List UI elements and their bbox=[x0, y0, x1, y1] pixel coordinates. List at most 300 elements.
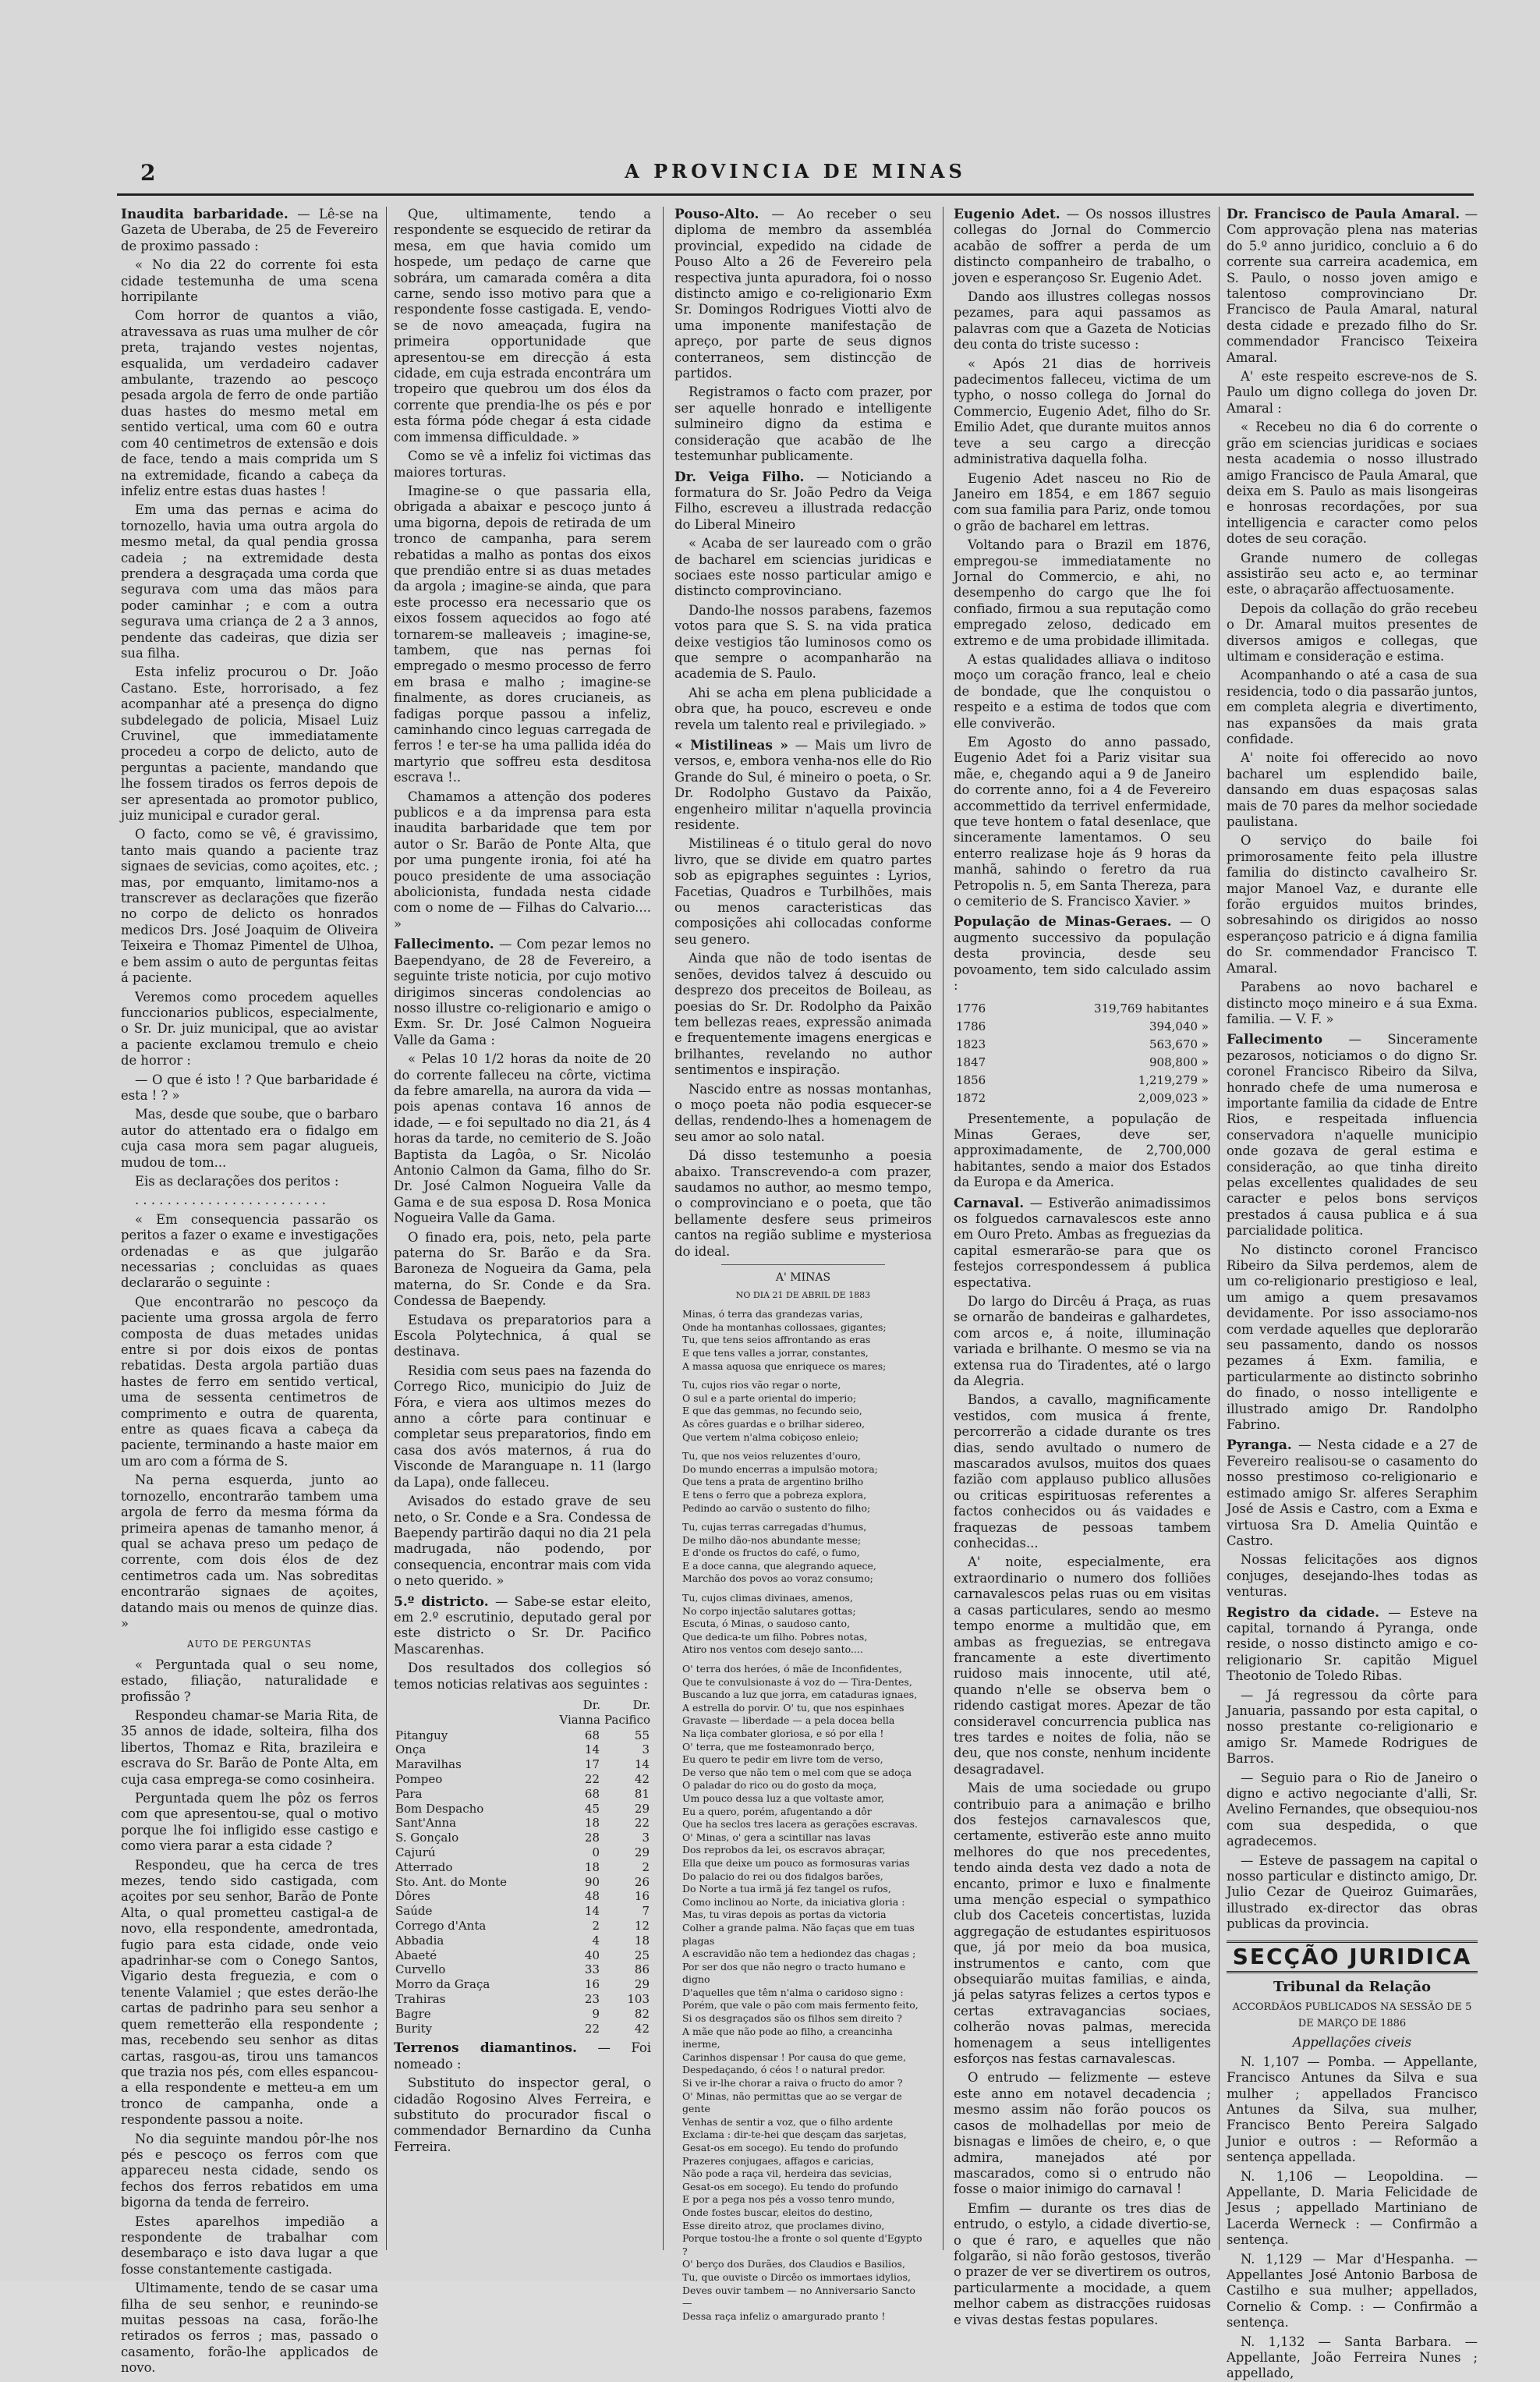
article-paragraph: Residia com seus paes na fazenda do Corrego Rico, municipio do Juiz de Fóra, e viera aos ultimos mezes do anno a côrte para continuar e completar seus preparatorios, findo em casa dos avós maternos, á rua do Visconde de Maranguape n. 11 (largo da Lapa), onde falleceu. bbox=[394, 1363, 651, 1490]
results-place: Burity bbox=[395, 2021, 433, 2036]
population-year: 1786 bbox=[956, 1019, 986, 1033]
poem-line: Por ser dos que não negro o tracto humano e digno bbox=[682, 1960, 906, 1986]
poem bbox=[682, 1271, 924, 2323]
article-paragraph: — O que é isto ! ? Que barbaridade é esta ! ? » bbox=[121, 1072, 378, 1103]
poem-line: Do Norte a tua irmã já fez tangel os rufos, bbox=[682, 1883, 891, 1895]
column-4 bbox=[954, 207, 1211, 2327]
juridica-item: N. 1,132 — Santa Barbara. — Appellante, João Ferreira Nunes ; appellado, bbox=[1227, 2334, 1478, 2381]
article-paragraph: Voltando para o Brazil em 1876, empregou-se immediatamente no Jornal do Commercio, e ahi, no desempenho do cargo que lhe foi confiado, firmou a sua reputação como empregado zeloso, dedicado em extremo e de uma probidade illimitada. bbox=[954, 537, 1211, 648]
article-paragraph: Avisados do estado grave de seu neto, o Sr. Conde e a Sra. Condessa de Baependy partirão daqui no dia 21 pela madrugada, não podendo, por consequencia, encontrar mais com vida o neto querido. » bbox=[394, 1494, 651, 1589]
article-text: — Lê-se na Gazeta de Uberaba, de 25 de Fevereiro de proximo passado : bbox=[121, 207, 379, 253]
article-paragraph: Nossas felicitações aos dignos conjuges, desejando-lhes todas as venturas. bbox=[1227, 1552, 1478, 1600]
article-headline: Fallecimento. bbox=[394, 937, 494, 953]
article-lead bbox=[1227, 1032, 1478, 1239]
article-paragraph: « Após 21 dias de horriveis padecimentos falleceu, victima de um typho, o nosso collega do Jornal do Commercio, Eugenio Adet, filho do Sr. Emilio Adet, que durante muitos annos teve a seu cargo a direcção administrativa daquella folha. bbox=[954, 356, 1211, 467]
article-paragraph: Estes aparelhos impedião a respondente de trabalhar com desembaraço e isto dava lugar a que fosse constantemente castigada. bbox=[121, 2214, 378, 2277]
article-paragraph: Na perna esquerda, junto ao tornozello, encontrarão tambem uma argola de ferro da mesma fórma da primeira apenas de tamanho menor, á qual se achava preso um pedaço de corrente, com dois élos de dez centimetros cada um. Nas sobreditas encontrarão signaes de açoites, datando mais ou menos de quinze dias. » bbox=[121, 1473, 378, 1631]
results-votes-vianna: 17 bbox=[584, 1757, 600, 1772]
article-paragraph: Eugenio Adet nasceu no Rio de Janeiro em 1854, e em 1867 seguio com sua familia para Pariz, onde tomou o grão de bacharel em lettras. bbox=[954, 470, 1211, 533]
article-paragraph: Que encontrarão no pescoço da paciente uma grossa argola de ferro composta de duas metades unidas entre si por dois eixos de pontas rebatidas. Desta argola partião duas hastes de ferro em sentido vertical, uma de sessenta centimetros de comprimento e outra de quarenta, entre as quaes ficava a cabeça da paciente, terminando a haste maior em um aro com a fórma de S. bbox=[121, 1294, 378, 1469]
article-headline: Fallecimento bbox=[1227, 1032, 1323, 1048]
tribunal-heading: Tribunal da Relação bbox=[1273, 1979, 1431, 1996]
results-votes-vianna: 90 bbox=[584, 1874, 600, 1889]
poem-line: A estrella do porvir. O' tu, que nos espinhaes bbox=[682, 1701, 905, 1714]
results-place: Saúde bbox=[395, 1904, 433, 1919]
results-place: Morro da Graça bbox=[395, 1977, 490, 1992]
article-paragraph: Bandos, a cavallo, magnificamente vestidos, com musica á frente, percorrerão a cidade durante os tres dias, sendo avultado o numero de mascarados avulsos, muitos dos quaes fazião com applauso publico allusões ou criticas espirituosas referentes a factos conhecidos ou ás vaidades e fraquezas de pessoas tambem conhecidas... bbox=[954, 1392, 1211, 1551]
column-1 bbox=[121, 207, 379, 2376]
article-paragraph: Dando-lhe nossos parabens, fazemos votos para que S. S. na vida pratica deixe vestigios tão luminosos como os que sempre o acompanharão na academia de S. Paulo. bbox=[674, 602, 932, 682]
results-place: Abbadia bbox=[395, 1933, 444, 1948]
population-count: 394,040 » bbox=[1149, 1019, 1209, 1033]
poem-line: Que vertem n'alma cobiçoso enleio; bbox=[682, 1430, 859, 1443]
article-paragraph: Estudava os preparatorios para a Escola Polytechnica, á qual se destinava. bbox=[394, 1312, 651, 1359]
article bbox=[954, 207, 1211, 909]
results-votes-vianna: 68 bbox=[584, 1786, 600, 1801]
results-place: Abaeté bbox=[395, 1948, 437, 1962]
article bbox=[674, 470, 932, 734]
results-votes-pacifico: 29 bbox=[634, 1801, 650, 1816]
article-paragraph: Acompanhando o até a casa de sua residencia, todo o dia passarão juntos, em completa alegria e divertimento, nas expansões da mais grata confidade. bbox=[1227, 668, 1478, 746]
article-lead bbox=[1227, 1437, 1478, 1549]
article-headline: Eugenio Adet. bbox=[954, 207, 1060, 222]
article-paragraph: O serviço do baile foi primorosamente feito pela illustre familia do distincto cavalheiro Sr. major Manoel Vaz, e durante elle forão erguidos muitos brindes, sobresahindo os dirigidos ao nosso esperançoso patricio e á digna familia do Sr. commendador Francisco T. Amaral. bbox=[1227, 833, 1478, 976]
results-votes-vianna: 22 bbox=[584, 2021, 600, 2036]
results-votes-pacifico: 7 bbox=[642, 1904, 650, 1919]
poem-line: Exclama : dir-te-hei que desçam das sarjetas, bbox=[682, 2129, 907, 2141]
article-lead bbox=[394, 2040, 651, 2072]
masthead-title: A PROVINCIA DE MINAS bbox=[625, 160, 966, 183]
article-paragraph: Dos resultados dos collegios só temos noticias relativas aos seguintes : bbox=[394, 1661, 651, 1692]
article-paragraph: Perguntada quem lhe pôz os ferros com que apresentou-se, qual o motivo porque lhe foi infligido esse castigo e como viera parar a esta cidade ? bbox=[121, 1791, 378, 1854]
article-headline: Dr. Veiga Filho. bbox=[674, 469, 805, 485]
article-paragraph: Depois da collação do grão recebeu o Dr. Amaral muitos presentes de diversos amigos e collegas, que ultimam e consideração e estima. bbox=[1227, 601, 1478, 664]
article-lead bbox=[674, 738, 932, 833]
column-3-articles bbox=[674, 207, 932, 1260]
results-votes-pacifico: 55 bbox=[634, 1728, 650, 1742]
poem-line: Gravaste — liberdade — a pela docea bella bbox=[682, 1714, 895, 1727]
section-juridica-title: SECÇÃO JURIDICA bbox=[1227, 1941, 1478, 1973]
article-lead bbox=[1227, 1605, 1478, 1685]
column-2-articles-b bbox=[394, 2040, 651, 2155]
poem-line: As côres guardas e o brilhar sidereo, bbox=[682, 1417, 866, 1430]
poem-line: Tu, que ouviste o Dircêo os immortaes idylios, bbox=[682, 2270, 911, 2283]
poem-line: Tu, cujas terras carregadas d'humus, bbox=[682, 1521, 867, 1533]
results-votes-pacifico: 29 bbox=[634, 1977, 650, 1992]
article-lead bbox=[1227, 207, 1478, 366]
results-votes-pacifico: 3 bbox=[642, 1742, 650, 1757]
article-paragraph: Mas, desde que soube, que o barbaro autor do attentado era o fidalgo em cuja casa mora sem pagar alugueis, mudou de tom... bbox=[121, 1107, 378, 1170]
article-paragraph: « Acaba de ser laureado com o grão de bacharel em sciencias juridicas e sociaes este nosso particular amigo e distincto comprovinciano. bbox=[674, 536, 932, 599]
article-paragraph: O entrudo — felizmente — esteve este anno em notavel decadencia ; mesmo assim não forão poucos os casos de molhadellas por meio de bisnagas e limões de cheiro, e, o que admira, manejados até por mascarados, como si o entrudo não fosse o maior inimigo do carnaval ! bbox=[954, 2070, 1211, 2197]
results-votes-pacifico: 42 bbox=[634, 1771, 650, 1786]
results-votes-pacifico: 14 bbox=[634, 1757, 650, 1772]
poem-stanza bbox=[682, 1592, 924, 1657]
results-place: Trahiras bbox=[395, 1991, 446, 2006]
results-row bbox=[394, 2022, 651, 2036]
poem-line: O' Minas, não permittas que ao se vergar de gente bbox=[682, 2090, 902, 2115]
poem-line: Que te convulsionaste á voz do — Tira-Dentes, bbox=[682, 1675, 912, 1688]
article-paragraph: « Pelas 10 1/2 horas da noite de 20 do corrente falleceu na côrte, victima da febre amarella, na aurora da vida — pois apenas contava 16 annos de idade, — e foi sepultado no dia 21, ás 4 horas da tarde, no cemiterio de S. João Baptista da Lagôa, o Sr. Nicoláo Antonio Calmon da Gama, filho do Sr. Dr. José Calmon Nogueira Valle da Gama e de sua esposa D. Rosa Monica Nogueira Valle da Gama. bbox=[394, 1051, 651, 1226]
poem-title: A' MINAS bbox=[775, 1271, 831, 1284]
results-row bbox=[394, 1875, 651, 1890]
results-votes-pacifico: 3 bbox=[642, 1831, 650, 1845]
article-text: — Esteve na capital, tornando á Pyranga, onde reside, o nosso distincto amigo e co-religionario Sr. capitão Miguel Theotonio de Toledo Ribas. bbox=[1227, 1604, 1478, 1684]
article-paragraph: Mais de uma sociedade ou grupo contribuio para a animação e brilho dos festejos carnavalescos que, certamente, estiverão este anno muito melhores do que nos precedentes, tendo ainda desta vez dado a nota de encanto, primor e luxo e finalmente uma menção especial o sympathico club dos Caceteis concertistas, luzida aggregação de estudantes espirituosos que, já por meio da boa musica, instrumentos e canto, com que obsequiarão muitas familias, e ainda, já pelas satyras felizes a certos typos e certas extravagancias sociaes, colherão novas palmas, merecida homenagem a seus intelligentes esforços nas festas carnavalescas. bbox=[954, 1781, 1211, 2067]
article-text: — Os nossos illustres collegas do Jornal do Commercio acabão de soffrer a perda de um distincto companheiro de trabalho, o joven e esperançoso Sr. Eugenio Adet. bbox=[954, 207, 1211, 285]
article-headline: « Mistilineas » bbox=[674, 738, 788, 753]
article-paragraph: No dia seguinte mandou pôr-lhe nos pés e pescoço os ferros com que appareceu nesta cidade, sendo os fechos dos ferros rebatidos em uma bigorna da tenda de ferreiro. bbox=[121, 2131, 378, 2210]
results-place: Maravilhas bbox=[395, 1757, 462, 1772]
article-lead bbox=[954, 1196, 1211, 1291]
poem-line: O' berço dos Durães, dos Claudios e Basilios, bbox=[682, 2258, 905, 2270]
article-paragraph: Veremos como procedem aquelles funccionarios publicos, especialmente, o Sr. Dr. juiz municipal, que ao avistar a paciente exclamou tremulo e cheio de horror : bbox=[121, 989, 378, 1069]
results-row bbox=[394, 1728, 651, 1743]
results-votes-pacifico: 103 bbox=[627, 1991, 650, 2006]
poem-line: O paladar do rico ou do gosto da moça, bbox=[682, 1779, 877, 1792]
results-votes-vianna: 2 bbox=[592, 1918, 600, 1933]
article-text: — Foi nomeado : bbox=[394, 2040, 651, 2072]
results-place: Atterrado bbox=[395, 1859, 453, 1874]
article-paragraph: Ahi se acha em plena publicidade a obra que, ha pouco, escreveu e onde revela um talento real e privilegiado. » bbox=[674, 685, 932, 732]
results-row bbox=[394, 1919, 651, 1934]
results-row bbox=[394, 1831, 651, 1845]
poem-line: Prazeres conjugaes, affagos e caricias, bbox=[682, 2154, 874, 2167]
population-count: 1,219,279 » bbox=[1138, 1072, 1209, 1087]
results-head-pacifico: Dr. Pacifico bbox=[604, 1697, 650, 1727]
results-votes-pacifico: 82 bbox=[634, 2006, 650, 2021]
poem-line: Atiro nos ventos com desejo santo.... bbox=[682, 1643, 863, 1656]
column-divider bbox=[663, 207, 664, 2250]
poem-line: E d'onde os fructos do café, o fumo, bbox=[682, 1547, 860, 1559]
article-paragraph: — Esteve de passagem na capital o nosso particular e distincto amigo, Dr. Julio Cezar de Queiroz Guimarães, illustrado ex-director das obras publicas da provincia. bbox=[1227, 1852, 1478, 1932]
article-headline: População de Minas-Geraes. bbox=[954, 914, 1172, 930]
population-count: 563,670 » bbox=[1149, 1037, 1209, 1051]
article-paragraph: No distincto coronel Francisco Ribeiro da Silva perdemos, alem de um co-religionario prestigioso e leal, um amigo a quem presavamos devidamente. Por isso associamo-nos com verdade aquelles que deplorarão seu passamento, dando os nossos pezames á Exm. familia, e particularmente ao distincto sobrinho do finado, o nosso intelligente e illustrado amigo Dr. Randolpho Fabrino. bbox=[1227, 1242, 1478, 1433]
article-paragraph: Substituto do inspector geral, o cidadão Rogosino Alves Ferreira, e substituto do procurador fiscal o commendador Bernardino da Cunha Ferreira. bbox=[394, 2075, 651, 2154]
article-paragraph: — Seguio para o Rio de Janeiro o digno e activo negociante d'alli, Sr. Avelino Fernandes, que obsequiou-nos com sua despedida, o que agradecemos. bbox=[1227, 1770, 1478, 1849]
article-paragraph: — Já regressou da côrte para Januaria, passando por esta capital, o nosso prestante co-religionario e amigo Sr. Mamede Rodrigues de Barros. bbox=[1227, 1687, 1478, 1767]
appellacoes-heading: Appellações civeis bbox=[1292, 2035, 1412, 2051]
column-4-articles bbox=[954, 207, 1211, 994]
article-paragraph: Ainda que não de todo isentas de senões, devidos talvez á descuido ou desprezo dos preceitos de Boileau, as poesias do Sr. Dr. Rodolpho da Paixão tem bellezas reaes, expressão animada e frequentemente imagens energicas e brilhantes, revelando no author sentimentos e inspiração. bbox=[674, 951, 932, 1078]
results-votes-vianna: 9 bbox=[592, 2006, 600, 2021]
header-rule bbox=[117, 193, 1474, 196]
poem-line: Deves ouvir tambem — no Anniversario Sancto — bbox=[682, 2284, 915, 2309]
article bbox=[1227, 207, 1478, 1027]
results-place: Pitanguy bbox=[395, 1728, 448, 1742]
poem-stanza bbox=[682, 1663, 924, 2323]
poem-line: E que tens valles a jorrar, constantes, bbox=[682, 1346, 869, 1359]
poem-line: Tu, que tens seios affrontando as eras bbox=[682, 1334, 871, 1346]
article-paragraph: A estas qualidades alliava o inditoso moço um coração franco, leal e cheio de bondade, que lhe conquistou o respeito e a estima de todos que com elle conviverão. bbox=[954, 651, 1211, 731]
poem-line: Que ha seclos tres lacera as gerações escravas. bbox=[682, 1818, 919, 1831]
article-headline: Terrenos diamantinos. bbox=[394, 2040, 577, 2057]
results-row bbox=[394, 1904, 651, 1919]
poem-line: Como inclinou ao Norte, da iniciativa gloria : bbox=[682, 1895, 905, 1908]
poem-line: Si os desgraçados são os filhos sem direito ? bbox=[682, 2012, 902, 2025]
poem-stanza bbox=[682, 1308, 924, 1373]
article-paragraph: Mistilineas é o titulo geral do novo livro, que se divide em quatro partes sob as epigraphes seguintes : Lyrios, Facetias, Quadros e Turbilhões, mais ou menos caracteristicas das composições ahi collocadas conforme seu genero. bbox=[674, 836, 932, 947]
results-row bbox=[394, 1889, 651, 1904]
article-lead bbox=[394, 1594, 651, 1658]
article-text: — Sabe-se estar eleito, em 2.º escrutinio, deputado geral por este districto o Sr. Dr. Pacifico Mascarenhas. bbox=[394, 1593, 651, 1657]
poem-line: A massa aquosa que enriquece os mares; bbox=[682, 1359, 887, 1372]
article-text: — Noticiando a formatura do Sr. João Pedro da Veiga Filho, escreveu a illustrada redacção do Liberal Mineiro bbox=[674, 469, 932, 532]
article-paragraph: Do largo do Dircêu á Praça, as ruas se ornarão de bandeiras e galhardetes, com arcos e, á noite, illuminação variada e brilhante. O mesmo se via na extensa rua do Tiradentes, até o largo da Alegria. bbox=[954, 1293, 1211, 1388]
results-place: S. Gonçalo bbox=[395, 1831, 459, 1845]
results-votes-vianna: 4 bbox=[592, 1933, 600, 1948]
article-lead bbox=[674, 470, 932, 533]
poem-line: O' Minas, o' gera a scintillar nas lavas bbox=[682, 1831, 871, 1843]
article-paragraph: Parabens ao novo bacharel e distincto moço mineiro e á sua Exma. familia. — V. F. » bbox=[1227, 980, 1478, 1026]
article-paragraph: Ultimamente, tendo de se casar uma filha de seu senhor, e reunindo-se muitas pessoas na casa, forão-lhe retirados os ferros ; mas, passado o casamento, forão-lhe applicados de novo. bbox=[121, 2281, 378, 2376]
poem-line: Esse direito atroz, que proclames divino, bbox=[682, 2219, 885, 2231]
article-text: — Com approvação plena nas materias do 5.º anno juridico, concluio a 6 do corrente sua carreira academica, em S. Paulo, o nosso joven amigo e talentoso comprovinciano Dr. Francisco de Paula Amaral, natural desta cidade e prezado filho do Sr. commendador Francisco Teixeira Amaral. bbox=[1227, 207, 1478, 365]
article-paragraph: Presentemente, a população de Minas Geraes, deve ser, approximadamente, de 2,700,000 habitantes, sendo a maior dos Estados da Europa e da America. bbox=[954, 1111, 1211, 1190]
results-votes-pacifico: 2 bbox=[642, 1859, 650, 1874]
poem-line: De verso que não tem o mel com que se adoça bbox=[682, 1766, 912, 1778]
poem-line: Tu, cujos climas divinaes, amenos, bbox=[682, 1592, 853, 1604]
article-paragraph: A' este respeito escreve-nos de S. Paulo um digno collega do joven Dr. Amaral : bbox=[1227, 369, 1478, 416]
column-1-articles bbox=[121, 207, 378, 2377]
poem-line: Pedindo ao carvão o sustento do filho; bbox=[682, 1501, 871, 1514]
population-row bbox=[955, 1072, 1209, 1089]
poem-line: Carinhos dispensar ! Por causa do que geme, bbox=[682, 2051, 906, 2063]
article-headline: 5.º districto. bbox=[394, 1593, 489, 1610]
results-place: Bagre bbox=[395, 2006, 431, 2021]
poem-line: Na liça combater gloriosa, e só por ella ! bbox=[682, 1728, 884, 1739]
poem-line: No corpo injectão salutares gottas; bbox=[682, 1604, 856, 1617]
article-lead bbox=[954, 207, 1211, 286]
results-votes-pacifico: 81 bbox=[634, 1786, 650, 1801]
results-row bbox=[394, 1787, 651, 1802]
article-paragraph: Em Agosto do anno passado, Eugenio Adet foi a Pariz visitar sua mãe, e, chegando aqui a 9 de Janeiro do corrente anno, foi a 4 de Fevereiro accommettido da terrivel enfermidade, que teve hontem o fatal desenlace, que sinceramente lamentamos. O seu enterro realizase hoje ás 9 horas da manhã, sahindo o feretro da rua Petropolis n. 5, em Santa Thereza, para o cemiterio de S. Francisco Xavier. » bbox=[954, 735, 1211, 909]
article-text: — O augmento successivo da população desta provincia, desde seu povoamento, tem sido calculado assim : bbox=[954, 914, 1211, 994]
results-row bbox=[394, 1845, 651, 1860]
poem-line: E a doce canna, que alegrando aquece, bbox=[682, 1559, 876, 1572]
results-place: Sant'Anna bbox=[395, 1816, 457, 1831]
results-votes-vianna: 18 bbox=[584, 1859, 600, 1874]
results-row bbox=[394, 1962, 651, 1977]
poem-line: Do mundo encerras a impulsão motora; bbox=[682, 1462, 878, 1475]
poem-line: Si ve ir-lhe chorar a raiva o fructo do amor ? bbox=[682, 2077, 903, 2090]
juridica-item: N. 1,106 — Leopoldina. — Appellante, D. Maria Felicidade de Jesus ; appellado Martiniano de Lacerda Werneck : — Confirmão a sentença. bbox=[1227, 2168, 1478, 2248]
poem-line: Um pouco dessa luz a que voltaste amor, bbox=[682, 1792, 884, 1804]
results-votes-pacifico: 26 bbox=[634, 1874, 650, 1889]
poem-line: Que tens a prata de argentino brilho bbox=[682, 1476, 864, 1488]
article bbox=[1227, 1032, 1478, 1433]
results-place: Pompeo bbox=[395, 1771, 443, 1786]
results-row bbox=[394, 1934, 651, 1948]
article-paragraph: Nascido entre as nossas montanhas, o moço poeta não podia esquecer-se dellas, rendendo-lhes a homenagem de seu amor ao solo natal. bbox=[674, 1081, 932, 1144]
poem-line: Porém, que vale o pão com mais fermento feito, bbox=[682, 1999, 919, 2012]
juridica-items bbox=[1227, 2054, 1478, 2382]
article bbox=[1227, 1437, 1478, 1600]
population-year: 1847 bbox=[956, 1055, 986, 1069]
article-headline: Pyranga. bbox=[1227, 1437, 1292, 1454]
poem-line: Onde fostes buscar, eleitos do destino, bbox=[682, 2206, 873, 2218]
results-votes-pacifico: 29 bbox=[634, 1845, 650, 1859]
results-votes-pacifico: 25 bbox=[634, 1948, 650, 1962]
article bbox=[121, 207, 378, 1632]
population-row bbox=[955, 1090, 1209, 1107]
article-headline: Carnaval. bbox=[954, 1195, 1025, 1211]
article-paragraph: A' noite, especialmente, era extraordinario o numero dos folliões carnavalescos pelas ruas ou em visitas a casas particulares, sendo ao mesmo tempo enorme a multidão que, em ambas as freguezias, se entregava francamente a este divertimento ruidoso mais innocente, util até, quando n'elle se observa bem o ridendo castigat mores. Apezar de tão consideravel concurrencia publica nas tres tardes e noites de folia, não se deu, que nos conste, nenhum incidente desagradavel. bbox=[954, 1554, 1211, 1777]
article-paragraph: Registramos o facto com prazer, por ser aquelle honrado e intelligente sulmineiro digno da estima e consideração que acabão de lhe testemunhar publicamente. bbox=[674, 385, 932, 464]
results-votes-vianna: 68 bbox=[584, 1728, 600, 1742]
article-paragraph: Respondeu, que ha cerca de tres mezes, tendo sido castigada, com açoites por seu senhor, Barão de Ponte Alta, o qual prometteu castigal-a de novo, ella respondente, amedrontada, fugio para esta cidade, onde veio apadrinhar-se com o Conego Santos, Vigario desta freguezia, e com o tenente Valamiel ; que estes derão-lhe cartas de padrinho para seu senhor a quem remetterão ella respondente ; mas, recebendo seu senhor as ditas cartas, rasgou-as, tirou uns tamancos que trazia nos pés, com elles espancou-a ella respondente e metteu-a em um tronco de campanha, onde a respondente passou a noite. bbox=[121, 1857, 378, 2128]
results-head-vianna: Dr. Vianna bbox=[559, 1697, 600, 1727]
poem-line: Escuta, ó Minas, o saudoso canto, bbox=[682, 1618, 851, 1630]
poem-line: Tu, que nos veios reluzentes d'ouro, bbox=[682, 1450, 861, 1462]
results-votes-vianna: 48 bbox=[584, 1889, 600, 1904]
results-place: Onça bbox=[395, 1742, 427, 1757]
poem-stanza bbox=[682, 1450, 924, 1515]
article-lead bbox=[954, 914, 1211, 994]
population-row bbox=[955, 1037, 1209, 1053]
poem-line: E por a pega nos pés a vosso tenro mundo, bbox=[682, 2193, 895, 2206]
population-row bbox=[955, 1001, 1209, 1017]
population-year: 1776 bbox=[956, 1001, 986, 1016]
results-row bbox=[394, 1816, 651, 1831]
page-number: 2 bbox=[140, 160, 156, 186]
poem-line: De milho dão-nos abundante messe; bbox=[682, 1533, 862, 1546]
poem-line: Onde ha montanhas collossaes, gigantes; bbox=[682, 1320, 887, 1333]
results-votes-pacifico: 42 bbox=[634, 2021, 650, 2036]
article-paragraph: Emfim — durante os tres dias de entrudo, o estylo, a cidade divertio-se, o que é raro, e aquelles que não folgarão, si não forão gestosos, tiverão o prazer de ver se divertirem os outros, particularmente a mocidade, a quem melhor cabem as distracções ruidosas e vivas destas festas populares. bbox=[954, 2200, 1211, 2327]
population-row bbox=[955, 1055, 1209, 1071]
column-3 bbox=[674, 207, 933, 2322]
poem-line: O' terra dos heróes, ó mãe de Inconfidentes, bbox=[682, 1663, 902, 1675]
population-count: 908,800 » bbox=[1149, 1055, 1209, 1069]
population-year: 1823 bbox=[956, 1037, 986, 1051]
columns bbox=[121, 207, 1478, 2381]
column-4-articles-b bbox=[954, 1111, 1211, 2328]
article bbox=[394, 1594, 651, 1693]
article-paragraph: Chamamos a attenção dos poderes publicos e a da imprensa para esta inaudita barbaridade que tem por autor o Sr. Barão de Ponte Alta, que por uma pungente ironia, foi até ha pouco presidente de uma associação abolicionista, fundada nesta cidade com o nome de — Filhas do Calvario.... » bbox=[394, 789, 651, 931]
column-divider bbox=[1219, 207, 1220, 2250]
results-votes-pacifico: 16 bbox=[634, 1889, 650, 1904]
poem-line: Colher a grande palma. Não faças que em tuas plagas bbox=[682, 1921, 915, 1947]
results-place: Cajurú bbox=[395, 1845, 436, 1859]
poem-line: Minas, ó terra das grandezas varias, bbox=[682, 1308, 863, 1320]
results-place: Curvello bbox=[395, 1962, 446, 1977]
column-5-articles bbox=[1227, 207, 1478, 1933]
results-place: Bom Despacho bbox=[395, 1801, 484, 1816]
results-row bbox=[394, 2007, 651, 2022]
results-votes-vianna: 14 bbox=[584, 1742, 600, 1757]
separator bbox=[721, 1264, 885, 1265]
results-row bbox=[394, 1757, 651, 1772]
population-year: 1856 bbox=[956, 1072, 986, 1087]
poem-line: Porque tostou-lhe a fronte o sol quente d'Egypto ? bbox=[682, 2232, 922, 2257]
results-row bbox=[394, 1977, 651, 1992]
results-votes-vianna: 0 bbox=[592, 1845, 600, 1859]
results-row bbox=[394, 1742, 651, 1757]
poem-line: Dos reprobos da lei, os escravos abraçar, bbox=[682, 1844, 886, 1856]
results-row bbox=[394, 1948, 651, 1963]
column-2-articles bbox=[394, 207, 651, 1693]
results-votes-pacifico: 22 bbox=[634, 1816, 650, 1831]
poem-line: Eu quero te pedir em livre tom de verso, bbox=[682, 1753, 883, 1766]
article-text: — Nesta cidade e a 27 de Fevereiro realisou-se o casamento do nosso prestimoso co-religionario e estimado amigo Sr. alferes Seraphim José de Assis e Castro, com a Exma e virtuosa Sra D. Amelia Quintão e Castro. bbox=[1227, 1437, 1478, 1548]
results-votes-vianna: 18 bbox=[584, 1816, 600, 1831]
results-votes-vianna: 33 bbox=[584, 1962, 600, 1977]
population-count: 319,769 habitantes bbox=[1093, 1001, 1209, 1016]
article bbox=[394, 937, 651, 1589]
article-paragraph: « Recebeu no dia 6 do corrente o grão em sciencias juridicas e sociaes nesta academia o nosso illustrado amigo Francisco de Paula Amaral, que deixa em S. Paulo as mais lisongeiras e honrosas recordações, por sua intelligencia e caracter como pelos dotes de seu coração. bbox=[1227, 420, 1478, 547]
article-paragraph: Grande numero de collegas assistirão seu acto e, ao terminar este, o abraçarão affectuosamente. bbox=[1227, 550, 1478, 597]
results-votes-vianna: 40 bbox=[584, 1948, 600, 1962]
article-headline: Dr. Francisco de Paula Amaral. bbox=[1227, 207, 1460, 222]
election-results-table bbox=[394, 1697, 651, 2036]
column-divider bbox=[386, 207, 387, 2250]
article-paragraph: Dá disso testemunho a poesia abaixo. Transcrevendo-a com prazer, saudamos no author, ao mesmo tempo, o comprovinciano e o poeta, que tão bellamente desfere seus primeiros cantos na região sublime e mysteriosa do ideal. bbox=[674, 1148, 932, 1259]
article-paragraph: Em uma das pernas e acima do tornozello, havia uma outra argola do mesmo metal, da qual pendia grossa cadeia ; na extremidade desta prendera a desgraçada uma corda que segurava com uma das mãos para poder caminhar ; e com a outra segurava uma criança de 2 a 3 annos, pendente das cadeiras, que dizia ser sua filha. bbox=[121, 502, 378, 661]
poem-stanza bbox=[682, 1379, 924, 1444]
article-headline: Pouso-Alto. bbox=[674, 207, 759, 222]
article-paragraph: Dando aos illustres collegas nossos pezames, para aqui passamos as palavras com que a Gazeta de Noticias deu conta do triste sucesso : bbox=[954, 289, 1211, 353]
article-paragraph: . . . . . . . . . . . . . . . . . . . . . . . . bbox=[135, 1193, 326, 1208]
poem-line: A escravidão não tem a hediondez das chagas ; bbox=[682, 1948, 916, 1960]
poem-line: Tu, cujos rios vão regar o norte, bbox=[682, 1379, 841, 1391]
poem-line: A mãe que não pode ao filho, a creancinha inerme, bbox=[682, 2025, 893, 2051]
article-paragraph: Eis as declarações dos peritos : bbox=[135, 1173, 339, 1189]
poem-line: E tens o ferro que a pobreza explora, bbox=[682, 1488, 867, 1501]
article bbox=[954, 1196, 1211, 2328]
article-paragraph: « Em consequencia passarão os peritos a fazer o exame e investigações ordenadas e as que julgarão necessarias ; concluidas as quaes declararão o seguinte : bbox=[121, 1211, 378, 1291]
article-paragraph: Com horror de quantos a vião, atravessava as ruas uma mulher de côr preta, trajando vestes nojentas, esqualida, um verdadeiro cadaver ambulante, trazendo ao pescoço pesada argola de ferro de onde partião duas hastes do mesmo metal em sentido vertical, uma com 60 e outra com 40 centimetros de extensão e dois de face, tendo a mais comprida um S na extremidade, ficando a cabeça da infeliz entre estas duas hastes ! bbox=[121, 308, 378, 498]
subsection-heading: AUTO DE PERGUNTAS bbox=[187, 1639, 312, 1650]
results-votes-vianna: 22 bbox=[584, 1771, 600, 1786]
population-table bbox=[954, 999, 1211, 1108]
article-lead bbox=[674, 207, 932, 381]
article bbox=[674, 207, 932, 465]
article-text: — Ao receber o seu diploma de membro da assembléa provincial, expedido na cidade de Pouso Alto a 26 de Fevereiro pela respectiva junta apuradora, foi o nosso distincto amigo e co-religionario Exm Sr. Domingos Rodrigues Viotti alvo de uma imponente manifestação de apreço, por parte de seus dignos conterraneos, sem distincção de partidos. bbox=[674, 207, 932, 381]
poem-line: O' terra, que me fosteamonrado berço, bbox=[682, 1740, 875, 1753]
poem-line: Dessa raça infeliz o amargurado pranto ! bbox=[682, 2309, 886, 2322]
article-headline: Registro da cidade. bbox=[1227, 1604, 1380, 1621]
article-paragraph: « No dia 22 do corrente foi esta cidade testemunha de uma scena horripilante bbox=[121, 257, 378, 305]
juridica-item: N. 1,129 — Mar d'Hespanha. — Appellantes José Antonio Barbosa de Castilho e sua mulher; appellados, Cornelio & Comp. : — Confirmão a sentença. bbox=[1227, 2251, 1478, 2331]
article bbox=[954, 914, 1211, 994]
accordaos-heading: ACCORDÃOS PUBLICADOS NA SESSÃO DE 5 DE MARÇO DE 1886 bbox=[1232, 2001, 1472, 2029]
poem-line: Marchão dos povos ao voraz consumo; bbox=[682, 1572, 873, 1585]
poem-line: Que dedica-te um filho. Pobres notas, bbox=[682, 1630, 868, 1643]
page-header bbox=[117, 160, 1474, 191]
results-votes-pacifico: 86 bbox=[634, 1962, 650, 1977]
article-text: — Com pezar lemos no Baependyano, de 28 de Fevereiro, a seguinte triste noticia, por cujo motivo dirigimos sinceras condolencias ao nosso illustre co-religionario e amigo o Exm. Sr. Dr. José Calmon Nogueira Valle da Gama : bbox=[394, 937, 651, 1047]
poem-stanza bbox=[682, 1521, 924, 1586]
article bbox=[954, 1111, 1211, 1191]
results-place: Sto. Ant. do Monte bbox=[395, 1874, 508, 1889]
results-row bbox=[394, 1772, 651, 1787]
results-votes-vianna: 28 bbox=[584, 1831, 600, 1845]
article-paragraph: Respondeu chamar-se Maria Rita, de 35 annos de idade, solteira, filha dos libertos, Thomaz e Rita, brazileira e escrava do Sr. Barão de Ponte Alta, em cuja casa emprega-se como cosinheira. bbox=[121, 1707, 378, 1787]
poem-line: Gesat-os em socego). Eu tendo do profundo bbox=[682, 2180, 898, 2192]
poem-line: D'aquelles que têm n'alma o caridoso signo : bbox=[682, 1986, 904, 1998]
population-count: 2,009,023 » bbox=[1138, 1090, 1209, 1105]
results-votes-vianna: 14 bbox=[584, 1904, 600, 1919]
article-paragraph: « Perguntada qual o seu nome, estado, filiação, naturalidade e profissão ? bbox=[121, 1657, 378, 1704]
results-header-row bbox=[394, 1697, 651, 1728]
juridica-item: N. 1,107 — Pomba. — Appellante, Francisco Antunes da Silva e sua mulher ; appellados Francisco Antunes da Silva, sua mulher, Francisco Bento Pereira Salgado Junior e outros : — Reformão a sentença appellada. bbox=[1227, 2054, 1478, 2165]
article-paragraph: O facto, como se vê, é gravissimo, tanto mais quando a paciente traz signaes de sevicias, como açoites, etc. ; mas, por emquanto, limitamo-nos a transcrever as declarações que fizerão no corpo de delicto os honrados medicos Drs. José Joaquim de Oliveira Teixeira e Thomaz Pimentel de Ulhoa, e bem assim o auto de perguntas feitas á paciente. bbox=[121, 827, 378, 986]
poem-line: Mas, tu viras depois as portas da victoria bbox=[682, 1909, 887, 1921]
article-text: — Sinceramente pezarosos, noticiamos o do digno Sr. coronel Francisco Ribeiro da Silva, honrado chefe de uma numerosa e importante familia da cidade de Entre Rios, e respeitada influencia conservadora n'aquelle municipio onde gozava de geral estima e consideração, ao que tinha direito pelas excellentes qualidades de seu caracter e pelos bons serviços prestados á causa publica e á sua parcialidade politica. bbox=[1227, 1032, 1478, 1239]
poem-body bbox=[682, 1308, 924, 2323]
